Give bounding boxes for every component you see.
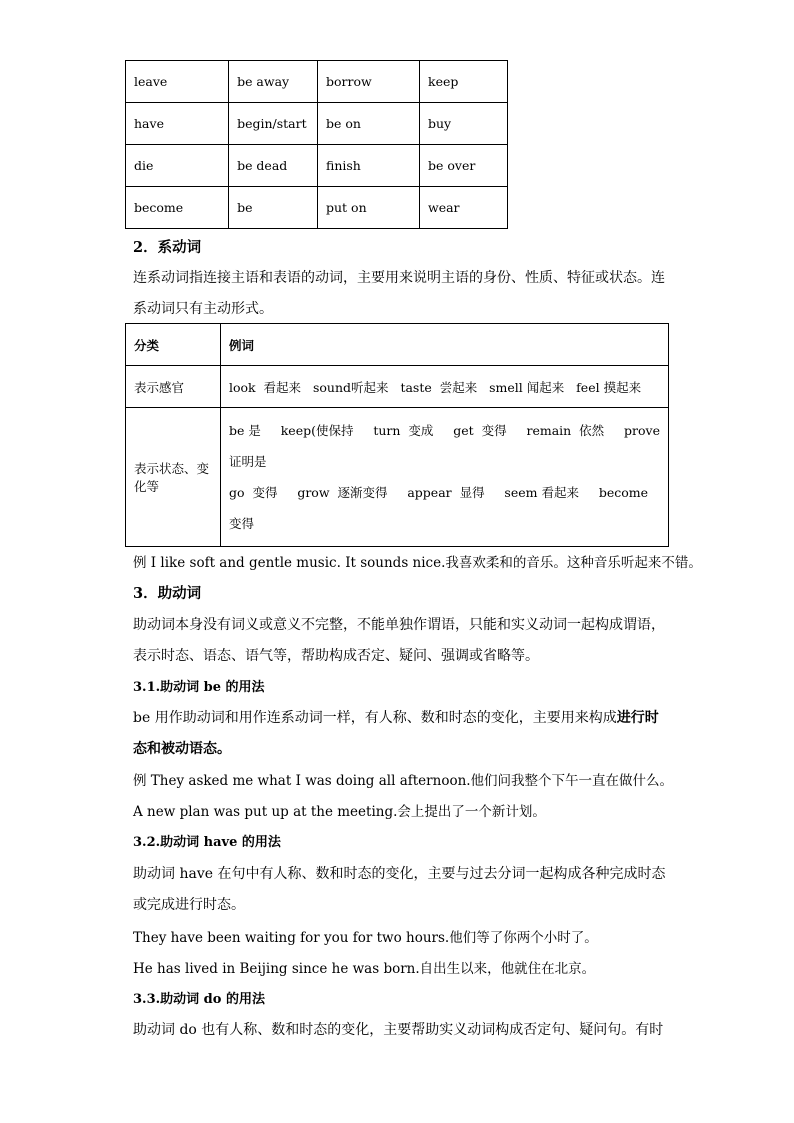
example-sentence: He has lived in Beijing since he was born.自出生以来，他就住在北京。 — [133, 961, 596, 977]
examples-cell: look 看起来 sound听起来 taste 尝起来 smell 闻起来 feel 摸起来 — [220, 366, 668, 408]
table-cell: borrow — [318, 61, 420, 103]
table-row — [126, 61, 508, 103]
paragraph-line: 助动词 have 在句中有人称、数和时态的变化，主要与过去分词一起构成各种完成时态 — [133, 866, 666, 882]
examples-cell — [220, 408, 668, 547]
table-cell: keep — [420, 61, 508, 103]
table-cell: become — [126, 187, 229, 229]
verb-table — [125, 60, 508, 229]
paragraph-line: 态和被动语态。 — [133, 741, 231, 757]
table-cell: be dead — [229, 145, 318, 187]
example-sentence: 例 I like soft and gentle music. It sounds nice.我喜欢柔和的音乐。这种音乐听起来不错。 — [133, 555, 702, 571]
paragraph-line: 或完成进行时态。 — [133, 897, 245, 913]
paragraph-line: 助动词本身没有词义或意义不完整，不能单独作谓语，只能和实义动词一起构成谓语， — [133, 617, 665, 633]
paragraph-line: 表示时态、语态、语气等，帮助构成否定、疑问、强调或省略等。 — [133, 648, 539, 664]
paragraph-line: 连系动词指连接主语和表语的动词，主要用来说明主语的身份、性质、特征或状态。连 — [133, 270, 665, 286]
linking-verb-table — [125, 323, 669, 547]
category-cell: 表示状态、变化等 — [126, 408, 221, 547]
table-cell: finish — [318, 145, 420, 187]
category-cell: 表示感官 — [126, 366, 221, 408]
table-header-row — [126, 324, 669, 366]
paragraph-line — [133, 707, 673, 727]
example-line: go 变得 grow 逐渐变得 appear 显得 seem 看起来 become — [228, 485, 649, 500]
table-cell: have — [126, 103, 229, 145]
example-sentence: 例 They asked me what I was doing all afternoon.他们问我整个下午一直在做什么。 — [133, 773, 674, 789]
paragraph-line: 助动词 do 也有人称、数和时态的变化，主要帮助实义动词构成否定句、疑问句。有时 — [133, 1022, 664, 1038]
section-3-1-heading: 3.1.助动词 be 的用法 — [133, 680, 265, 695]
table-cell: put on — [318, 187, 420, 229]
table-cell: be — [229, 187, 318, 229]
table-row — [126, 408, 669, 547]
example-line: be 是 keep(使保持 turn 变成 get 变得 remain 依然 prove — [228, 423, 660, 438]
example-line: 变得 — [228, 516, 254, 531]
example-sentence: A new plan was put up at the meeting.会上提出了一个新计划。 — [133, 804, 546, 820]
table-cell: be away — [229, 61, 318, 103]
table-cell: die — [126, 145, 229, 187]
table-cell: be on — [318, 103, 420, 145]
table-cell: begin/start — [229, 103, 318, 145]
table-cell: buy — [420, 103, 508, 145]
text-run: be 用作助动词和用作连系动词一样，有人称、数和时态的变化，主要用来构成 — [133, 710, 617, 726]
table-row — [126, 103, 508, 145]
section-3-heading: 3．助动词 — [133, 585, 202, 602]
example-line: 证明是 — [228, 454, 267, 469]
header-cell-examples: 例词 — [220, 324, 668, 366]
header-cell-category: 分类 — [126, 324, 221, 366]
table-cell: leave — [126, 61, 229, 103]
example-sentence: They have been waiting for you for two hours.他们等了你两个小时了。 — [133, 930, 598, 946]
bold-text-run: 进行时 — [616, 710, 659, 726]
paragraph-line: 系动词只有主动形式。 — [133, 301, 273, 317]
table-row — [126, 145, 508, 187]
table-cell: wear — [420, 187, 508, 229]
section-3-2-heading: 3.2.助动词 have 的用法 — [133, 835, 281, 850]
section-3-3-heading: 3.3.助动词 do 的用法 — [133, 992, 265, 1007]
table-cell: be over — [420, 145, 508, 187]
section-2-heading: 2．系动词 — [133, 239, 202, 256]
table-row — [126, 366, 669, 408]
table-row — [126, 187, 508, 229]
